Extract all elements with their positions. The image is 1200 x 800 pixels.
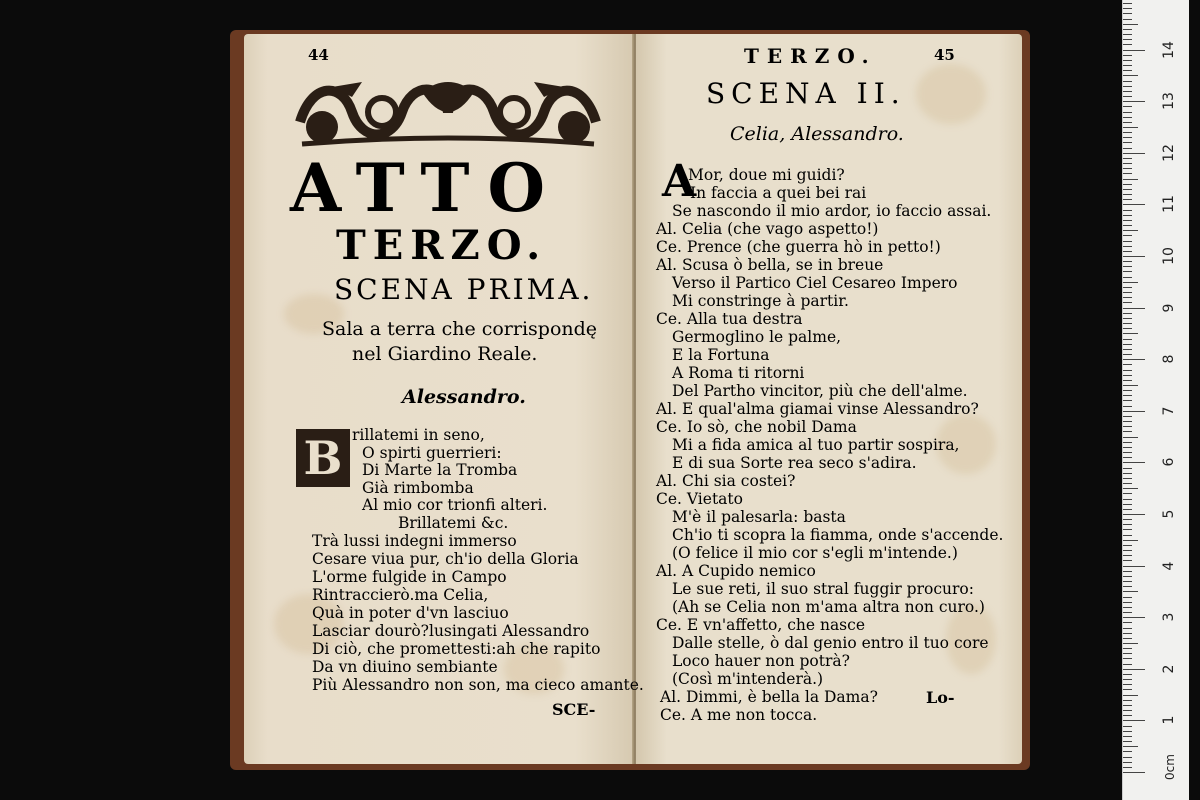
ruler-tick <box>1123 189 1132 190</box>
measurement-ruler <box>1122 0 1189 800</box>
ruler-tick <box>1123 658 1132 659</box>
ruler-tick <box>1123 437 1138 438</box>
ruler-tick <box>1123 653 1132 654</box>
speaker-name: Alessandro. <box>402 386 526 408</box>
ruler-tick <box>1123 617 1145 618</box>
ruler-tick <box>1123 50 1145 51</box>
ruler-tick <box>1123 457 1132 458</box>
ruler-tick <box>1123 60 1132 61</box>
ruler-tick <box>1123 19 1132 20</box>
ruler-tick <box>1123 648 1132 649</box>
verse-line: Trà lussi indegni immerso <box>312 532 517 550</box>
ruler-tick <box>1123 669 1145 670</box>
verse-line: M'è il palesarla: basta <box>672 508 846 526</box>
ruler-tick <box>1123 81 1132 82</box>
verse-line: Quà in poter d'vn lasciuo <box>312 604 509 622</box>
ruler-tick <box>1123 442 1132 443</box>
ruler-tick <box>1123 137 1132 138</box>
catchword-left: SCE- <box>552 700 596 719</box>
ruler-tick <box>1123 726 1132 727</box>
ruler-tick <box>1123 643 1138 644</box>
ruler-tick <box>1123 772 1145 773</box>
ruler-tick <box>1123 148 1132 149</box>
ruler-tick <box>1123 674 1132 675</box>
verse-line: Brillatemi &c. <box>398 514 509 532</box>
ruler-tick <box>1123 8 1132 9</box>
verse-line: Mi a fida amica al tuo partir sospira, <box>672 436 960 454</box>
verse-line: Ce. Io sò, che nobil Dama <box>656 418 857 436</box>
ruler-number: 10 <box>1161 247 1177 265</box>
verse-line: In faccia a quei bei rai <box>690 184 867 202</box>
verse-line: Se nascondo il mio ardor, io faccio assai. <box>672 202 992 220</box>
ruler-tick <box>1123 560 1132 561</box>
ruler-tick <box>1123 359 1145 360</box>
ruler-tick <box>1123 390 1132 391</box>
verse-line: O spirti guerrieri: <box>362 444 502 462</box>
ruler-tick <box>1123 664 1132 665</box>
act-heading: ATTO <box>290 149 563 227</box>
ruler-tick <box>1123 545 1132 546</box>
scene-title: SCENA PRIMA. <box>334 273 594 306</box>
ruler-tick <box>1123 339 1132 340</box>
ruler-tick <box>1123 514 1145 515</box>
ruler-tick <box>1123 411 1145 412</box>
ruler-tick <box>1123 96 1132 97</box>
ruler-tick <box>1123 370 1132 371</box>
ruler-tick <box>1123 622 1132 623</box>
verse-line: E di sua Sorte rea seco s'adira. <box>672 454 917 472</box>
ruler-tick <box>1123 499 1132 500</box>
ruler-tick <box>1123 524 1132 525</box>
ruler-tick <box>1123 34 1132 35</box>
ruler-tick <box>1123 762 1132 763</box>
ruler-tick <box>1123 504 1132 505</box>
ruler-tick <box>1123 684 1132 685</box>
ruler-tick <box>1123 566 1145 567</box>
ruler-tick <box>1123 375 1132 376</box>
ruler-tick <box>1123 478 1132 479</box>
ruler-tick <box>1123 364 1132 365</box>
setting-line-2: nel Giardino Reale. <box>352 343 538 365</box>
ruler-number: 12 <box>1161 143 1177 162</box>
ruler-tick <box>1123 318 1132 319</box>
ruler-number: 13 <box>1161 92 1177 111</box>
ruler-tick <box>1123 731 1132 732</box>
ruler-tick <box>1123 586 1132 587</box>
ruler-tick <box>1123 550 1132 551</box>
verse-line: Mi constringe à partir. <box>672 292 849 310</box>
verse-line: Al. Scusa ò bella, se in breue <box>656 256 884 274</box>
verse-line: Lasciar dourò?lusingati Alessandro <box>312 622 590 640</box>
ruler-tick <box>1123 452 1132 453</box>
ruler-tick <box>1123 235 1132 236</box>
ruler-tick <box>1123 251 1132 252</box>
verse-line: Ce. Prence (che guerra hò in petto!) <box>656 238 941 256</box>
ruler-tick <box>1123 328 1132 329</box>
verse-line: Al. Celia (che vago aspetto!) <box>656 220 879 238</box>
ruler-tick <box>1123 767 1132 768</box>
ruler-tick <box>1123 163 1132 164</box>
ruler-tick <box>1123 473 1132 474</box>
ruler-tick <box>1123 225 1132 226</box>
ruler-tick <box>1123 462 1145 463</box>
ruler-tick <box>1123 261 1132 262</box>
ruler-tick <box>1123 576 1132 577</box>
ruler-tick <box>1123 117 1132 118</box>
ruler-tick <box>1123 313 1132 314</box>
verse-line: Loco hauer non potrà? <box>672 652 850 670</box>
ruler-tick <box>1123 199 1132 200</box>
ruler-tick <box>1123 55 1132 56</box>
ruler-tick <box>1123 597 1132 598</box>
ruler-tick <box>1123 488 1138 489</box>
ruler-tick <box>1123 86 1132 87</box>
ruler-tick <box>1123 746 1138 747</box>
drop-cap-initial: B <box>296 429 350 487</box>
verse-line: Al mio cor trionfi alteri. <box>362 496 548 514</box>
ruler-tick <box>1123 282 1138 283</box>
ruler-tick <box>1123 700 1132 701</box>
ruler-tick <box>1123 483 1132 484</box>
ruler-number: 6 <box>1161 457 1177 467</box>
verse-line: Al. Dimmi, è bella la Dama? <box>660 688 878 706</box>
ruler-tick <box>1123 168 1132 169</box>
ruler-tick <box>1123 468 1132 469</box>
ruler-tick <box>1123 287 1132 288</box>
ruler-tick <box>1123 344 1132 345</box>
ruler-tick <box>1123 323 1132 324</box>
ruler-tick <box>1123 695 1138 696</box>
verse-line: (Ah se Celia non m'ama altra non curo.) <box>672 598 985 616</box>
ruler-unit-label: 0cm <box>1162 754 1177 780</box>
verse-line: Ce. Vietato <box>656 490 743 508</box>
ruler-tick <box>1123 555 1132 556</box>
ruler-tick <box>1123 406 1132 407</box>
ruler-tick <box>1123 204 1145 205</box>
verse-line: Di Marte la Tromba <box>362 461 518 479</box>
ruler-tick <box>1123 246 1132 247</box>
verse-line: L'orme fulgide in Campo <box>312 568 507 586</box>
verse-line: Più Alessandro non son, ma cieco amante. <box>312 676 644 694</box>
ruler-tick <box>1123 720 1145 721</box>
verse-line: E la Fortuna <box>672 346 770 364</box>
ruler-tick <box>1123 591 1138 592</box>
right-page-number: 45 <box>934 46 955 64</box>
running-head: TERZO. <box>744 44 877 68</box>
ruler-tick <box>1123 210 1132 211</box>
ruler-tick <box>1123 757 1132 758</box>
ruler-tick <box>1123 354 1132 355</box>
ruler-tick <box>1123 431 1132 432</box>
ruler-tick <box>1123 179 1138 180</box>
verse-line: Al. A Cupido nemico <box>656 562 816 580</box>
ruler-tick <box>1123 230 1138 231</box>
ruler-tick <box>1123 220 1132 221</box>
verse-line: Da vn diuino sembiante <box>312 658 498 676</box>
ruler-tick <box>1123 271 1132 272</box>
ruler-tick <box>1123 421 1132 422</box>
ruler-tick <box>1123 241 1132 242</box>
ruler-tick <box>1123 333 1138 334</box>
ruler-tick <box>1123 349 1132 350</box>
ruler-tick <box>1123 607 1132 608</box>
verse-line: Rintraccierò.ma Celia, <box>312 586 489 604</box>
scene-persons: Celia, Alessandro. <box>730 123 904 145</box>
drop-cap-initial: A <box>662 156 697 207</box>
ruler-tick <box>1123 308 1145 309</box>
ruler-tick <box>1123 24 1138 25</box>
ruler-tick <box>1123 400 1132 401</box>
ruler-number: 9 <box>1161 303 1177 313</box>
ruler-tick <box>1123 302 1132 303</box>
ruler-tick <box>1123 277 1132 278</box>
ruler-tick <box>1123 132 1132 133</box>
verse-line: rillatemi in seno, <box>352 426 485 444</box>
ruler-tick <box>1123 112 1132 113</box>
ruler-tick <box>1123 385 1138 386</box>
ruler-number: 8 <box>1161 354 1177 364</box>
ruler-number: 3 <box>1161 612 1177 622</box>
ruler-tick <box>1123 741 1132 742</box>
ruler-tick <box>1123 39 1132 40</box>
verse-line: Germoglino le palme, <box>672 328 842 346</box>
verse-line: Di ciò, che promettesti:ah che rapito <box>312 640 601 658</box>
verse-line: Già rimbomba <box>362 479 474 497</box>
ruler-tick <box>1123 529 1132 530</box>
ruler-tick <box>1123 715 1132 716</box>
verse-line: (Così m'intenderà.) <box>672 670 824 688</box>
ruler-tick <box>1123 194 1132 195</box>
verse-line: Ce. A me non tocca. <box>660 706 818 724</box>
ruler-number: 1 <box>1161 715 1177 725</box>
ruler-tick <box>1123 736 1132 737</box>
ruler-number: 11 <box>1161 195 1177 214</box>
ruler-tick <box>1123 297 1132 298</box>
ruler-tick <box>1123 710 1132 711</box>
verse-line: Verso il Partico Ciel Cesareo Impero <box>672 274 958 292</box>
ruler-tick <box>1123 380 1132 381</box>
ruler-tick <box>1123 426 1132 427</box>
verse-line: Le sue reti, il suo stral fuggir procuro: <box>672 580 974 598</box>
ruler-tick <box>1123 215 1132 216</box>
ruler-tick <box>1123 266 1132 267</box>
verse-line: Mor, doue mi guidi? <box>688 166 845 184</box>
verse-line: Ch'io ti scopra la fiamma, onde s'accende. <box>672 526 1004 544</box>
setting-line-1: Sala a terra che corrispondę <box>322 318 598 340</box>
ruler-tick <box>1123 509 1132 510</box>
ruler-tick <box>1123 416 1132 417</box>
ruler-tick <box>1123 633 1132 634</box>
ruler-tick <box>1123 395 1132 396</box>
verse-line: (O felice il mio cor s'egli m'intende.) <box>672 544 958 562</box>
scene-title: SCENA II. <box>706 77 906 110</box>
ruler-tick <box>1123 184 1132 185</box>
act-number: TERZO. <box>336 222 548 269</box>
ruler-tick <box>1123 122 1132 123</box>
ruler-tick <box>1123 571 1132 572</box>
ruler-tick <box>1123 535 1132 536</box>
ruler-number: 14 <box>1161 40 1177 59</box>
ruler-tick <box>1123 493 1132 494</box>
verse-line: Al. E qual'alma giamai vinse Alessandro? <box>656 400 979 418</box>
verse-line: Cesare viua pur, ch'io della Gloria <box>312 550 579 568</box>
ruler-number: 4 <box>1161 561 1177 571</box>
ruler-tick <box>1123 519 1132 520</box>
ruler-tick <box>1123 628 1132 629</box>
ruler-tick <box>1123 158 1132 159</box>
ruler-tick <box>1123 153 1145 154</box>
ruler-number: 5 <box>1161 509 1177 519</box>
ruler-tick <box>1123 173 1132 174</box>
ruler-tick <box>1123 142 1132 143</box>
ruler-tick <box>1123 65 1132 66</box>
left-page-number: 44 <box>308 46 329 64</box>
ruler-tick <box>1123 44 1132 45</box>
ruler-tick <box>1123 13 1132 14</box>
verse-line: Del Partho vincitor, più che dell'alme. <box>672 382 968 400</box>
ruler-tick <box>1123 3 1132 4</box>
ruler-tick <box>1123 581 1132 582</box>
ruler-tick <box>1123 751 1132 752</box>
ruler-tick <box>1123 612 1132 613</box>
ruler-tick <box>1123 602 1132 603</box>
ruler-tick <box>1123 689 1132 690</box>
ruler-tick <box>1123 256 1145 257</box>
verse-line: Ce. E vn'affetto, che nasce <box>656 616 865 634</box>
ruler-tick <box>1123 638 1132 639</box>
verse-line: Al. Chi sia costei? <box>656 472 796 490</box>
ruler-tick <box>1123 679 1132 680</box>
verse-line: A Roma ti ritorni <box>672 364 805 382</box>
ruler-tick <box>1123 540 1138 541</box>
ruler-tick <box>1123 447 1132 448</box>
ruler-tick <box>1123 101 1145 102</box>
ruler-tick <box>1123 91 1132 92</box>
ruler-tick <box>1123 292 1132 293</box>
catchword-right: Lo- <box>926 688 955 707</box>
ruler-tick <box>1123 106 1132 107</box>
ruler-tick <box>1123 705 1132 706</box>
verse-line: Dalle stelle, ò dal genio entro il tuo core <box>672 634 989 652</box>
verse-line: Ce. Alla tua destra <box>656 310 803 328</box>
ruler-tick <box>1123 29 1132 30</box>
ruler-tick <box>1123 70 1132 71</box>
ornament-headpiece <box>292 72 604 152</box>
ruler-tick <box>1123 75 1138 76</box>
ruler-number: 7 <box>1161 406 1177 416</box>
ruler-number: 2 <box>1161 664 1177 674</box>
ruler-tick <box>1123 127 1138 128</box>
